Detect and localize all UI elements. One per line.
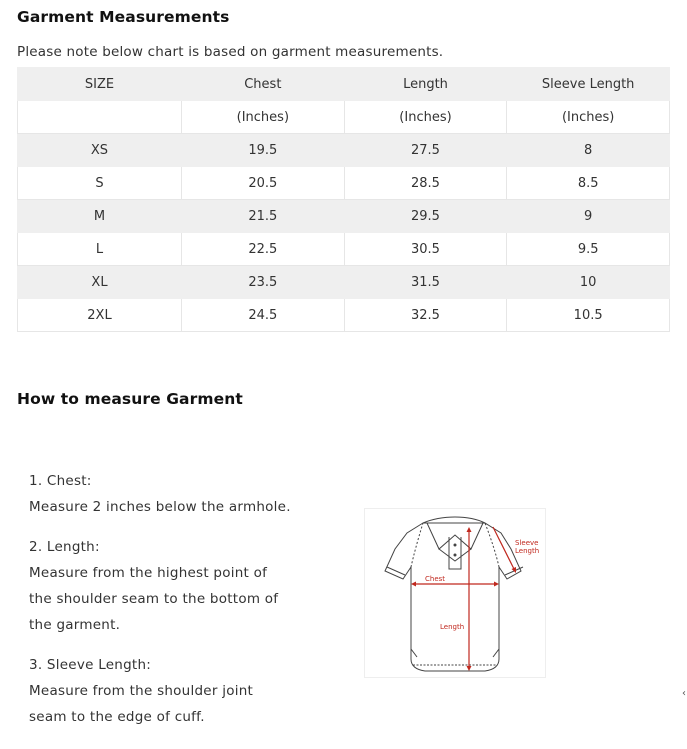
table-units-row [18,101,670,134]
instruction-title: 3. Sleeve Length: [29,657,152,673]
table-row [18,299,670,332]
page-title: Garment Measurements [17,8,230,26]
table-cell: S [18,167,182,200]
table-row [18,167,670,200]
table-cell: 9.5 [507,233,670,266]
sleeve-label-line: Length [515,547,540,555]
table-cell: 22.5 [182,233,345,266]
instruction-line: the shoulder seam to the bottom of [29,591,279,607]
table-cell: 20.5 [182,167,345,200]
table-cell: 8 [507,134,670,167]
polo-shirt-measurement-diagram [364,508,546,678]
table-row [18,233,670,266]
table-cell: (Inches) [344,101,507,134]
table-cell: 19.5 [182,134,345,167]
instruction-line: Measure from the highest point of [29,565,268,581]
table-cell: M [18,200,182,233]
how-to-measure-heading: How to measure Garment [17,390,243,408]
table-cell: XS [18,134,182,167]
table-cell: Chest [182,68,345,101]
instruction-title: 1. Chest: [29,473,92,489]
sleeve-label-line: Sleeve [515,539,539,547]
table-cell: XL [18,266,182,299]
table-cell: L [18,233,182,266]
table-cell: 32.5 [344,299,507,332]
table-cell: SIZE [18,68,182,101]
table-cell: 28.5 [344,167,507,200]
table-cell: 9 [507,200,670,233]
table-cell: 24.5 [182,299,345,332]
instruction-line: Measure 2 inches below the armhole. [29,499,291,515]
instruction-length [29,534,278,638]
polo-shirt-icon [365,509,547,679]
table-cell: 30.5 [344,233,507,266]
table-cell: (Inches) [182,101,345,134]
table-header-row [18,68,670,101]
table-cell: 23.5 [182,266,345,299]
size-chart-table [17,67,670,332]
instruction-title: 2. Length: [29,539,100,555]
instruction-sleeve-length [29,652,253,730]
table-cell: 2XL [18,299,182,332]
scroll-edge-icon: ‹ [682,688,686,699]
chart-note: Please note below chart is based on garment measurements. [17,44,444,60]
table-cell: 10.5 [507,299,670,332]
table-cell: 29.5 [344,200,507,233]
instruction-line: the garment. [29,617,121,633]
table-cell: Length [344,68,507,101]
table-cell: 10 [507,266,670,299]
table-cell: 21.5 [182,200,345,233]
table-cell: 31.5 [344,266,507,299]
chest-label: Chest [425,575,446,583]
instruction-chest [29,468,291,520]
instruction-line: seam to the edge of cuff. [29,709,205,725]
table-row [18,134,670,167]
table-cell: (Inches) [507,101,670,134]
length-label: Length [440,623,465,631]
table-cell [18,101,182,134]
sleeve-length-label [515,539,539,555]
table-cell: Sleeve Length [507,68,670,101]
table-row [18,200,670,233]
table-cell: 8.5 [507,167,670,200]
table-cell: 27.5 [344,134,507,167]
table-row [18,266,670,299]
instruction-line: Measure from the shoulder joint [29,683,254,699]
